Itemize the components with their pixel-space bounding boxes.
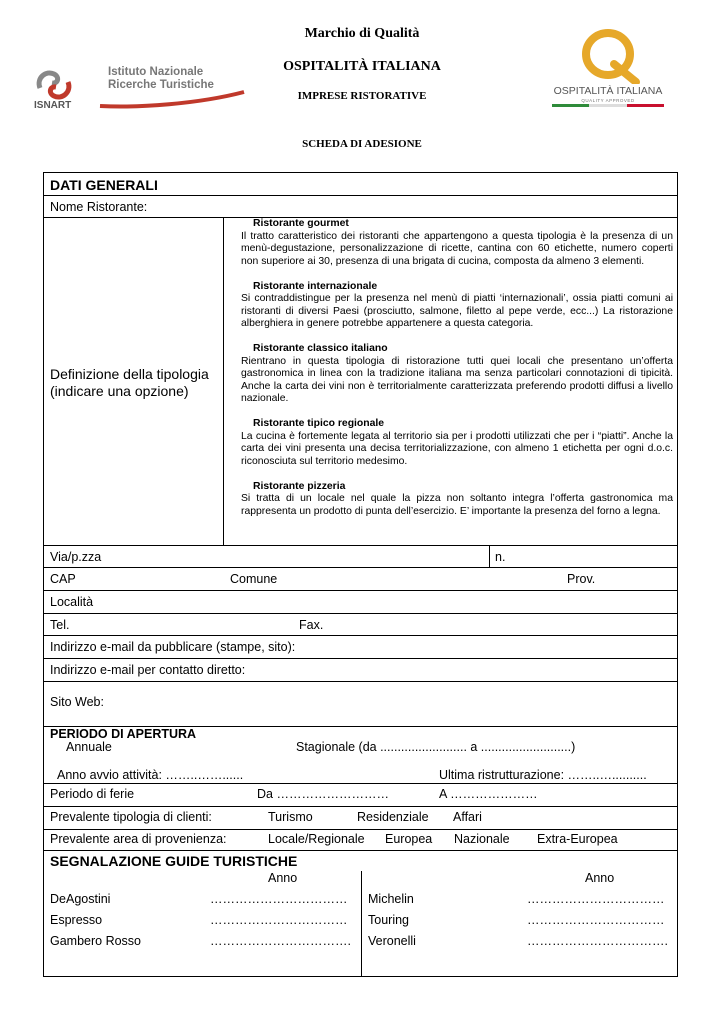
isnart-name-line2: Ricerche Turistiche [108, 79, 214, 91]
section-dati-generali: DATI GENERALI [50, 177, 158, 193]
option-gourmet[interactable] [241, 218, 673, 268]
definizione-line2: (indicare una opzione) [50, 383, 189, 399]
ospitalita-name: OSPITALITÀ ITALIANA [553, 85, 663, 97]
option-text: Si contraddistingue per la presenza nel menù di piatti ‘internazionali’, ossia piatti comuni ai ristoranti di diversi Paesi (prosciutto, salmone, filetto al pepe verde, ecc...) La ristorazione alberghiera in genere potrebbe appartenere a questa categoria. [241, 293, 673, 329]
isnart-name-line1: Istituto Nazionale [108, 66, 204, 78]
q-quality-icon [576, 28, 646, 84]
fax-field[interactable]: Fax. [299, 618, 324, 632]
definizione-label [50, 366, 220, 400]
section-guide-turistiche: SEGNALAZIONE GUIDE TURISTICHE [50, 853, 298, 869]
provenienza-europea[interactable]: Europea [385, 832, 433, 846]
provincia-field[interactable]: Prov. [567, 572, 596, 586]
ultima-ristrutturazione-field[interactable]: Ultima ristrutturazione: ……..….......... [439, 768, 647, 782]
email-contatto-field[interactable]: Indirizzo e-mail per contatto diretto: [50, 663, 246, 677]
option-text: Il tratto caratteristico dei ristoranti che appartengono a questa tipologia è la presenza di un menù-degustazione, personalizzazione di ricette, cantina con 60 etichette, numero coperti non superiore ai 30, presenza di una brigata di cucina, composta da almeno 3 elementi. [241, 230, 673, 267]
option-pizzeria[interactable] [241, 481, 673, 519]
provenienza-label: Prevalente area di provenienza: [50, 832, 227, 846]
page-title: Marchio di Qualità [304, 26, 420, 41]
provenienza-nazionale[interactable]: Nazionale [454, 832, 510, 846]
guide-name: Touring [368, 913, 409, 927]
option-tipico-regionale[interactable] [241, 418, 673, 468]
definizione-line1: Definizione della tipologia [50, 366, 209, 382]
option-title: Ristorante classico italiano [253, 343, 388, 354]
anno-avvio-field[interactable]: Anno avvio attività: ……..……...... [57, 768, 244, 782]
annuale-option[interactable]: Annuale [66, 740, 112, 754]
localita-field[interactable]: Località [50, 595, 94, 609]
sito-web-field[interactable]: Sito Web: [50, 695, 104, 709]
isnart-acronym: ISNART [34, 100, 72, 111]
tel-field[interactable]: Tel. [50, 618, 70, 632]
clienti-turismo[interactable]: Turismo [268, 810, 313, 824]
page-subtitle: OSPITALITÀ ITALIANA [283, 59, 441, 74]
provenienza-extra-europea[interactable]: Extra-Europea [537, 832, 618, 846]
option-title: Ristorante internazionale [253, 280, 378, 292]
section-periodo-apertura: PERIODO DI APERTURA [50, 727, 197, 741]
option-text: La cucina è fortemente legata al territorio sia per i prodotti utilizzati che per i “piatti”. Anche la carta dei vini presenta una decisa territorializzazione, con almeno 1 etichetta per ogni d.o.c. riconosciuta sul territorio medesimo. [241, 430, 673, 467]
guide-year-field[interactable]: ……………………………. [210, 934, 351, 948]
cap-field[interactable]: CAP [50, 572, 76, 586]
ospitalita-tagline: QUALITY APPROVED [581, 98, 635, 103]
guide-year-field[interactable]: …………………………… [210, 913, 348, 927]
guide-name: DeAgostini [50, 892, 111, 906]
adhesion-form [43, 172, 678, 977]
guide-name: Michelin [368, 892, 414, 906]
via-field[interactable]: Via/p.zza [50, 550, 102, 564]
guide-year-field[interactable]: …………………………… [210, 892, 348, 906]
guide-name: Gambero Rosso [50, 934, 142, 948]
option-classico-italiano[interactable] [241, 343, 673, 406]
guide-year-field[interactable]: ……………………………. [527, 934, 668, 948]
italian-flag-stripe [552, 104, 664, 107]
category-label: IMPRESE RISTORATIVE [297, 90, 427, 102]
periodo-ferie-label: Periodo di ferie [50, 787, 135, 801]
guide-name: Espresso [50, 913, 103, 927]
option-title: Ristorante gourmet [253, 218, 349, 229]
guide-name: Veronelli [368, 934, 416, 948]
option-text: Si tratta di un locale nel quale la pizza non soltanto integra l’offerta gastronomica ma rappresenta un prodotto di punta dell’esercizio. E’ importante la presenza del forno a legna. [241, 493, 673, 517]
clienti-affari[interactable]: Affari [453, 810, 482, 824]
clienti-residenziale[interactable]: Residenziale [357, 810, 429, 824]
numero-civico-field[interactable]: n. [495, 550, 506, 564]
anno-header-right: Anno [585, 871, 615, 885]
option-text: Rientrano in questa tipologia di ristorazione tutti quei locali che presentano un’offerta gastronomica in linea con la tradizione italiana ma senza particolari connotazioni di tipicità. Anche la carta dei vini non è territorialmente caratterizzata preferendo prodotti diffusi a livello nazionale. [241, 355, 673, 404]
anno-header-left: Anno [268, 871, 298, 885]
guide-year-field[interactable]: …………………………… [527, 892, 665, 906]
option-title: Ristorante pizzeria [253, 480, 346, 492]
guide-year-field[interactable]: …………………………… [527, 913, 665, 927]
option-title: Ristorante tipico regionale [253, 418, 385, 429]
ferie-da-field[interactable]: Da ……………………… [257, 787, 389, 801]
option-internazionale[interactable] [241, 281, 673, 331]
ferie-a-field[interactable]: A ………………… [439, 787, 538, 801]
clienti-label: Prevalente tipologia di clienti: [50, 810, 212, 824]
ospitalita-logo [548, 28, 668, 108]
tipologia-options [241, 218, 673, 518]
comune-field[interactable]: Comune [230, 572, 278, 586]
nome-ristorante-field[interactable]: Nome Ristorante: [50, 200, 148, 214]
form-title: SCHEDA DI ADESIONE [302, 138, 422, 150]
stagionale-option[interactable]: Stagionale (da ......................... a ..........................) [296, 740, 576, 754]
email-pubblica-field[interactable]: Indirizzo e-mail da pubblicare (stampe, sito): [50, 640, 296, 654]
provenienza-locale[interactable]: Locale/Regionale [268, 832, 365, 846]
